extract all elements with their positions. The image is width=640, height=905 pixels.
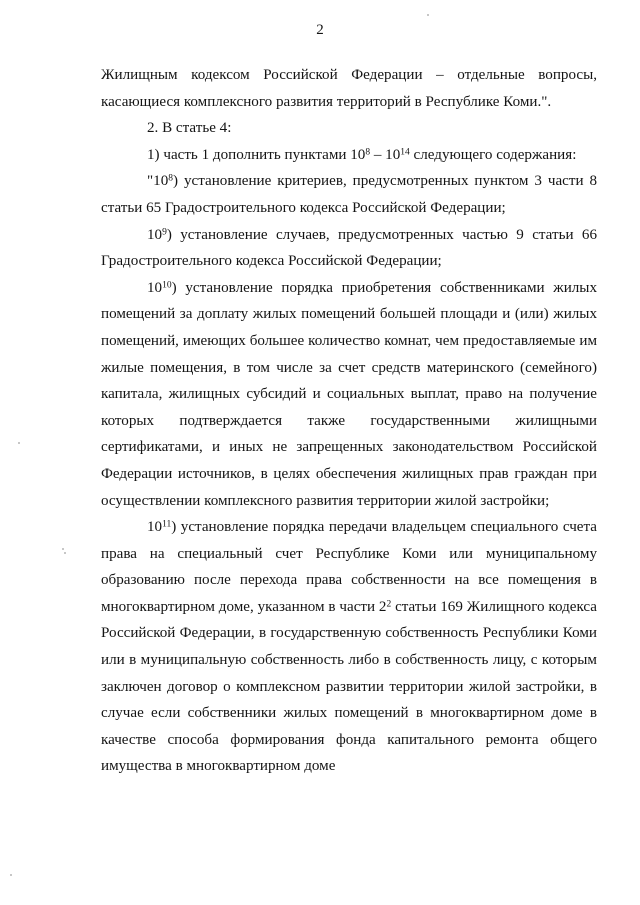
text-run: ) установление порядка приобретения собственниками жилых помещений за доплату жилых помещений большей площади и (или) жилых помещений, имеющих большее количество комнат, чем предоставляемые им жилые помещения, в том числе за счет средств материнского (семейного) капитала, жилищных субсидий и социальных выплат, право на получение которых подтверждается также государственными жилищными сертификатами, и иных не запрещенных законодательством Российской Федерации источников, в целях обеспечения жилищных прав граждан при осуществлении комплексного развития территории жилой застройки; <box>101 279 597 509</box>
text-run: 1) часть 1 дополнить пунктами 10 <box>147 146 366 163</box>
superscript: 9 <box>162 226 167 237</box>
paragraph-p6 <box>101 275 597 514</box>
paragraph-p3 <box>101 142 597 169</box>
scan-speck <box>10 874 12 876</box>
text-run: 2. В статье 4: <box>147 120 232 137</box>
scan-speck <box>427 14 429 16</box>
text-run: "10 <box>147 173 169 190</box>
scan-speck <box>18 442 20 444</box>
superscript: 10 <box>162 280 172 290</box>
page-number: 2 <box>316 22 324 38</box>
scan-speck <box>64 552 66 554</box>
superscript: 8 <box>365 147 371 158</box>
text-run: – 10 <box>370 146 401 163</box>
text-run: 10 <box>147 279 163 296</box>
paragraph-p7 <box>101 514 597 780</box>
text-run: Жилищным кодексом Российской Федерации – отдельные вопросы, касающиеся комплексного развития территорий в Республике Коми.". <box>101 67 597 110</box>
paragraph-p4 <box>101 168 597 221</box>
text-run: статьи 169 Жилищного кодекса Российской Федерации, в государственную собственность Республики Коми или в муниципальную собственность либо в собственность лицу, с которым заключен договор о комплексном развитии территории жилой застройки, в случае если собственники жилых помещений в многоквартирном доме в качестве способа формирования фонда капитального ремонта общего имущества в многоквартирном доме <box>101 598 598 775</box>
text-run: ) установление случаев, предусмотренных частью 9 статьи 66 Градостроительного кодекса Российской Федерации; <box>101 226 597 270</box>
text-run: ) установление критериев, предусмотренных пунктом 3 части 8 статьи 65 Градостроительного кодекса Российской Федерации; <box>101 173 597 216</box>
superscript: 11 <box>162 519 172 530</box>
paragraph-p2 <box>101 115 597 142</box>
superscript: 2 <box>386 599 392 610</box>
superscript: 14 <box>400 147 410 158</box>
text-run: ) установление порядка передачи владельцем специального счета права на специальный счет Республике Коми или муниципальному образованию после перехода права собственности на все помещения в многоквартирном доме, указанном в части 2 <box>101 519 597 615</box>
superscript: 8 <box>168 173 174 184</box>
document-body <box>101 62 597 780</box>
text-run: 10 <box>147 226 163 243</box>
scan-speck <box>62 548 64 550</box>
text-run: 10 <box>147 519 163 536</box>
paragraph-p5 <box>101 222 597 275</box>
text-run: следующего содержания: <box>409 146 577 163</box>
paragraph-p1 <box>101 62 597 115</box>
